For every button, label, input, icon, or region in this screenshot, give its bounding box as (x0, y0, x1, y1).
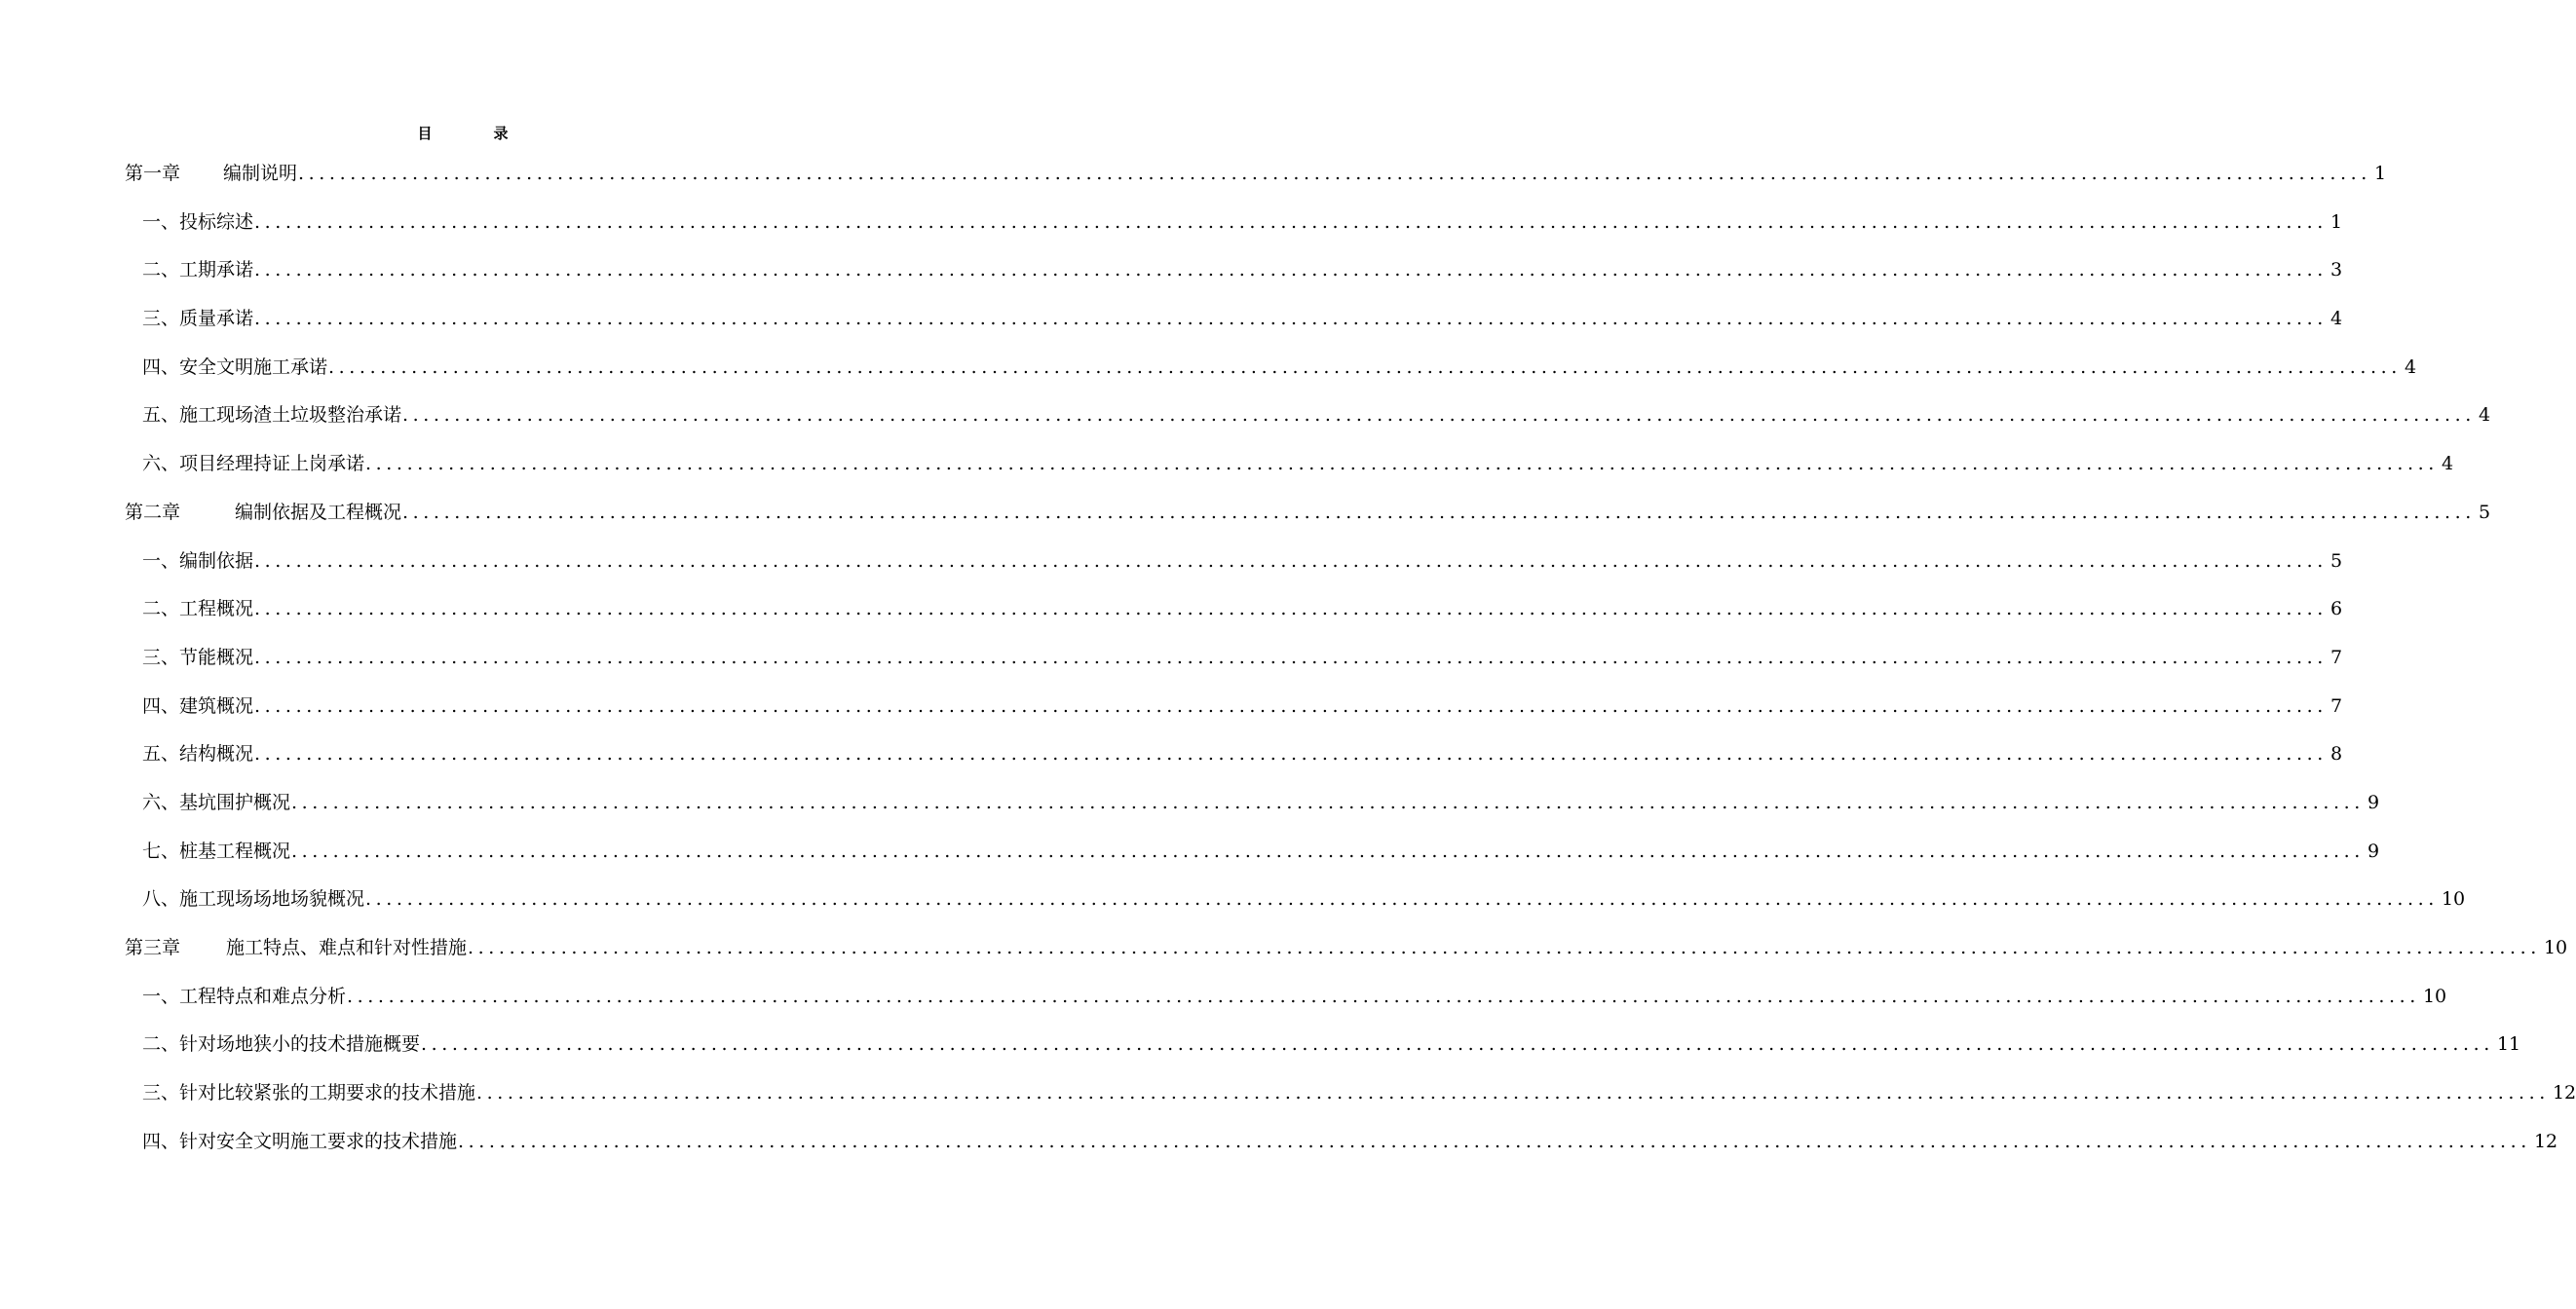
toc-page-number: 9 (2367, 840, 2380, 862)
toc-section-entry[interactable] (125, 1027, 2521, 1075)
toc-dot-leader: ........................................................................................................................................................................................................ (254, 259, 2328, 281)
toc-entry-label (142, 640, 253, 675)
toc-entry-label (142, 689, 253, 724)
toc-entry-title: 三、质量承诺 (142, 308, 254, 330)
toc-dot-leader: ........................................................................................................................................................................................................ (421, 1033, 2494, 1056)
toc-page-number: 7 (2330, 694, 2343, 717)
toc-entry-label (142, 785, 290, 820)
toc-page-number: 4 (2404, 355, 2417, 378)
toc-entry-title: 一、投标综述 (142, 210, 254, 233)
toc-page-number: 11 (2496, 1033, 2521, 1056)
toc-entry-label (142, 1027, 420, 1062)
toc-dot-leader: ........................................................................................................................................................................................................ (254, 598, 2328, 620)
toc-entry-title: 六、基坑围护概况 (142, 791, 291, 813)
toc-entry-label (142, 1124, 457, 1159)
toc-section-entry[interactable] (125, 446, 2454, 495)
toc-dot-leader: ........................................................................................................................................................................................................ (402, 404, 2476, 427)
toc-dot-leader: ........................................................................................................................................................................................................ (254, 210, 2328, 233)
toc-entry-label (142, 397, 401, 432)
toc-entry-label (142, 1075, 475, 1110)
toc-section-entry[interactable] (125, 397, 2491, 446)
toc-entry-title: 二、工程概况 (142, 598, 254, 620)
table-of-contents (125, 156, 2576, 1172)
toc-entry-label (142, 543, 253, 579)
toc-section-entry[interactable] (125, 1075, 2576, 1124)
toc-entry-title: 四、建筑概况 (142, 694, 254, 717)
toc-entry-title: 施工特点、难点和针对性措施 (226, 937, 468, 958)
toc-entry-label (142, 591, 253, 626)
toc-entry-label (142, 301, 253, 336)
toc-entry-title: 七、桩基工程概况 (142, 840, 291, 862)
toc-page-number: 7 (2330, 646, 2343, 668)
toc-section-entry[interactable] (125, 979, 2447, 1028)
toc-page-number: 4 (2441, 453, 2454, 475)
toc-dot-leader: ........................................................................................................................................................................................................ (365, 888, 2439, 911)
toc-page-number: 4 (2478, 404, 2491, 427)
toc-entry-title: 编制说明 (223, 163, 298, 184)
toc-section-entry[interactable] (125, 1124, 2558, 1173)
toc-chapter-number: 第一章 (125, 163, 181, 184)
toc-dot-leader: ........................................................................................................................................................................................................ (468, 937, 2541, 958)
toc-entry-label (142, 834, 290, 869)
toc-chapter-number: 第二章 (125, 501, 181, 523)
toc-page-number: 5 (2330, 549, 2343, 572)
toc-entry-title: 三、节能概况 (142, 646, 254, 668)
toc-entry-title: 五、结构概况 (142, 743, 254, 766)
toc-entry-label (142, 881, 364, 916)
toc-section-entry[interactable] (125, 205, 2343, 253)
toc-entry-label (142, 252, 253, 287)
toc-dot-leader: ........................................................................................................................................................................................................ (291, 791, 2365, 813)
toc-entry-title: 八、施工现场场地场貌概况 (142, 888, 365, 911)
toc-dot-leader: ........................................................................................................................................................................................................ (254, 646, 2328, 668)
toc-entry-title: 二、针对场地狭小的技术措施概要 (142, 1033, 421, 1056)
toc-section-entry[interactable] (125, 350, 2417, 398)
toc-page-number: 12 (2552, 1082, 2576, 1104)
toc-page-number: 1 (2373, 163, 2387, 184)
toc-dot-leader: ........................................................................................................................................................................................................ (254, 549, 2328, 572)
toc-dot-leader: ........................................................................................................................................................................................................ (458, 1130, 2531, 1152)
toc-section-entry[interactable] (125, 591, 2343, 640)
toc-dot-leader: ........................................................................................................................................................................................................ (347, 985, 2420, 1007)
toc-entry-title: 一、工程特点和难点分析 (142, 985, 347, 1007)
toc-page-number: 8 (2330, 743, 2343, 766)
toc-entry-title: 四、针对安全文明施工要求的技术措施 (142, 1130, 458, 1152)
toc-page-number: 4 (2330, 308, 2343, 330)
toc-entry-title: 六、项目经理持证上岗承诺 (142, 453, 365, 475)
toc-entry-title: 编制依据及工程概况 (235, 501, 402, 523)
toc-section-entry[interactable] (125, 543, 2343, 592)
toc-entry-label (142, 446, 364, 481)
toc-section-entry[interactable] (125, 881, 2466, 930)
toc-page-number: 10 (2543, 937, 2568, 958)
toc-entry-label (125, 156, 297, 191)
toc-page-number: 9 (2367, 791, 2380, 813)
toc-section-entry[interactable] (125, 689, 2343, 737)
toc-page-number: 3 (2330, 259, 2343, 281)
toc-dot-leader: ........................................................................................................................................................................................................ (254, 743, 2328, 766)
toc-page-number: 6 (2330, 598, 2343, 620)
toc-page-number: 12 (2533, 1130, 2558, 1152)
toc-entry-title: 五、施工现场渣土垃圾整治承诺 (142, 404, 402, 427)
toc-entry-label (125, 495, 401, 530)
toc-dot-leader: ........................................................................................................................................................................................................ (402, 501, 2476, 523)
toc-entry-label (142, 205, 253, 240)
toc-entry-title: 二、工期承诺 (142, 259, 254, 281)
toc-entry-label (125, 930, 467, 965)
toc-chapter-entry[interactable] (125, 156, 2387, 205)
toc-dot-leader: ........................................................................................................................................................................................................ (328, 355, 2402, 378)
toc-entry-title: 一、编制依据 (142, 549, 254, 572)
toc-dot-leader: ........................................................................................................................................................................................................ (254, 694, 2328, 717)
toc-dot-leader: ........................................................................................................................................................................................................ (291, 840, 2365, 862)
toc-page-number: 10 (2422, 985, 2447, 1007)
toc-entry-title: 四、安全文明施工承诺 (142, 355, 328, 378)
toc-page-number: 10 (2441, 888, 2466, 911)
toc-dot-leader: ........................................................................................................................................................................................................ (298, 163, 2371, 184)
toc-page-number: 1 (2330, 210, 2343, 233)
toc-section-entry[interactable] (125, 736, 2343, 785)
toc-page-number: 5 (2478, 501, 2491, 523)
toc-chapter-entry[interactable] (125, 495, 2491, 543)
toc-entry-label (142, 736, 253, 771)
toc-chapter-entry[interactable] (125, 930, 2568, 979)
toc-chapter-number: 第三章 (125, 937, 181, 958)
page-title: 目 录 (417, 125, 532, 142)
toc-entry-label (142, 350, 327, 385)
toc-dot-leader: ........................................................................................................................................................................................................ (254, 308, 2328, 330)
toc-dot-leader: ........................................................................................................................................................................................................ (476, 1082, 2550, 1104)
toc-section-entry[interactable] (125, 785, 2380, 834)
toc-section-entry[interactable] (125, 301, 2343, 350)
toc-dot-leader: ........................................................................................................................................................................................................ (365, 453, 2439, 475)
toc-section-entry[interactable] (125, 834, 2380, 882)
toc-section-entry[interactable] (125, 640, 2343, 689)
toc-section-entry[interactable] (125, 252, 2343, 301)
toc-entry-title: 三、针对比较紧张的工期要求的技术措施 (142, 1082, 476, 1104)
toc-entry-label (142, 979, 346, 1014)
